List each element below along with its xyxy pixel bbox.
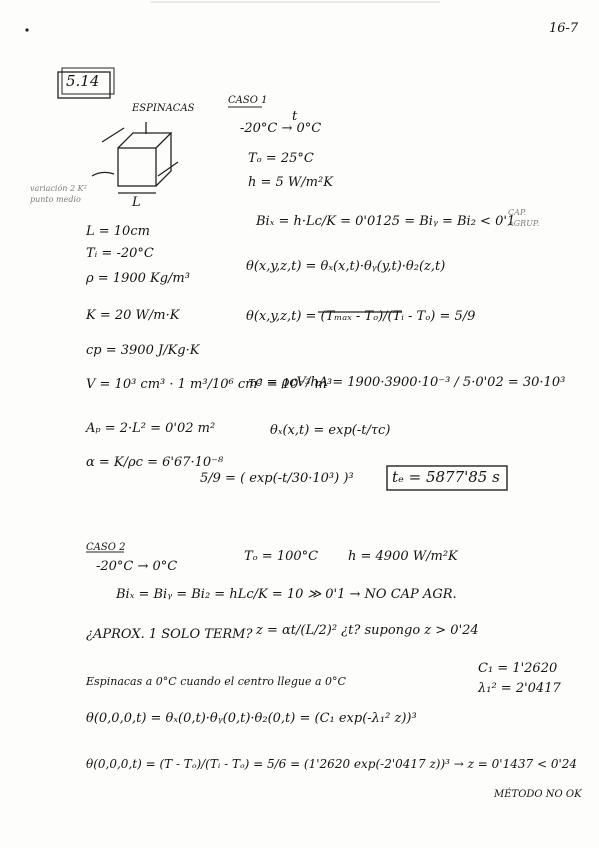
cube-diagram (92, 122, 178, 193)
given-diffusivity: α = K/ρc = 6'67·10⁻⁸ (86, 455, 224, 470)
page-number: 16-7 (549, 21, 579, 36)
caso2-heading: CASO 2 (86, 542, 126, 553)
caso2-c1: C₁ = 1'2620 (478, 661, 558, 676)
caso2-espinacas-note: Espinacas a 0°C cuando el centro llegue a 0°C (86, 675, 346, 688)
caso2-fourier: z = αt/(L/2)² ¿t? supongo z > 0'24 (256, 623, 479, 638)
caso2-biot: Biₓ = Biᵧ = Bi₂ = hLc/K = 10 ≫ 0'1 → NO CAP AGR. (116, 587, 457, 602)
given-density: ρ = 1900 Kg/m³ (86, 271, 190, 286)
caso1-time-constant: τc = ρcV/hA = 1900·3900·10⁻³ / 5·0'02 = 30·10³ (248, 375, 566, 390)
given-initial-temp: Tᵢ = -20°C (86, 246, 154, 261)
caso1-heading: CASO 1 (228, 95, 268, 106)
caso1-theta-exp: θₓ(x,t) = exp(-t/τc) (270, 423, 391, 438)
caso2-approx-question: ¿APROX. 1 SOLO TERM? (86, 627, 253, 642)
problem-tag: 5.14 (66, 72, 100, 90)
caso1-result: tₑ = 5877'85 s (392, 468, 500, 486)
caso1-biot: Biₓ = h·Lc/K = 0'0125 = Biᵧ = Bi₂ < 0'1 (256, 214, 516, 229)
caso1-fluid-temp: Tₒ = 25°C (248, 151, 314, 166)
caso1-arrow-label: t (292, 109, 298, 124)
caso1-process: -20°C → 0°C (240, 121, 322, 136)
caso1-theta-ratio: θ(x,y,z,t) = (Tₘₐₓ - Tₒ)/(Tᵢ - Tₒ) = 5/9 (246, 309, 476, 324)
caso2-fluid-temp: Tₒ = 100°C (244, 549, 319, 564)
figure-title: ESPINACAS (132, 103, 195, 114)
caso2-method-verdict: MÉTODO NO OK (494, 789, 582, 800)
ink-dot (25, 28, 28, 31)
caso2-theta-final: θ(0,0,0,t) = (T - Tₒ)/(Tᵢ - Tₒ) = 5/6 = (1'2620 exp(-2'0417 z))³ → z = 0'1437 < 0'24 (86, 757, 578, 771)
caso1-final-equation: 5/9 = ( exp(-t/30·10³) )³ (200, 471, 354, 486)
caso1-area: Aₚ = 2·L² = 0'02 m² (86, 421, 216, 436)
caso1-h: h = 5 W/m²K (248, 175, 333, 190)
figure-dim-label: L (132, 195, 141, 210)
figure-side-note: variación 2 K² punto medio (30, 184, 87, 205)
given-conductivity: K = 20 W/m·K (86, 308, 180, 323)
caso2-process: -20°C → 0°C (96, 559, 178, 574)
caso1-biot-note: CAP. AGRUP. (508, 208, 540, 229)
caso2-h: h = 4900 W/m²K (348, 549, 458, 564)
caso2-theta-center: θ(0,0,0,t) = θₓ(0,t)·θᵧ(0,t)·θ₂(0,t) = (C₁ exp(-λ₁² z))³ (86, 711, 417, 726)
caso1-theta-product: θ(x,y,z,t) = θₓ(x,t)·θᵧ(y,t)·θ₂(z,t) (246, 259, 446, 274)
caso1-volume: V = 10³ cm³ · 1 m³/10⁶ cm³ = 10⁻³ m³ (86, 377, 333, 392)
caso2-lambda: λ₁² = 2'0417 (478, 681, 561, 696)
given-length: L = 10cm (86, 224, 150, 239)
given-specific-heat: cp = 3900 J/Kg·K (86, 343, 200, 358)
